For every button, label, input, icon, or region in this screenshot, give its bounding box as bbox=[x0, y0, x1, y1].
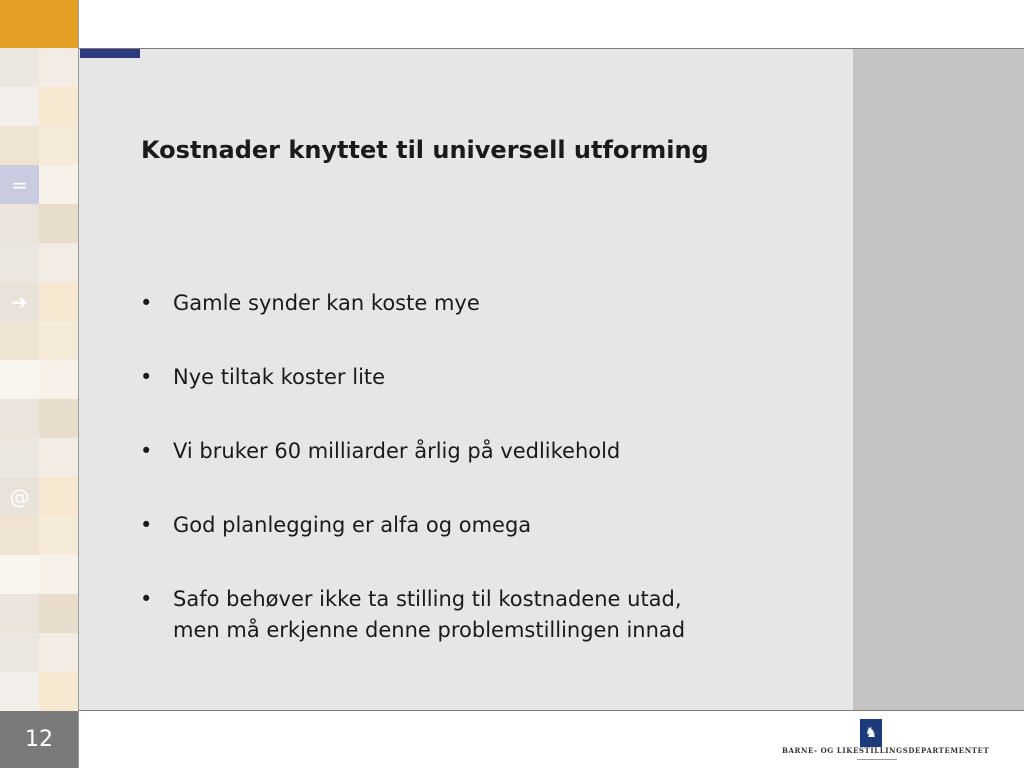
mosaic-tile bbox=[0, 555, 39, 594]
bullet-text-line: men må erkjenne denne problemstillingen innad bbox=[173, 618, 686, 642]
mosaic-tile bbox=[39, 204, 78, 243]
bullet-text: Nye tiltak koster lite bbox=[173, 365, 386, 389]
mosaic-tile bbox=[39, 165, 78, 204]
photo-mosaic-strip bbox=[0, 48, 78, 711]
bullet-item bbox=[140, 436, 840, 467]
mosaic-tile bbox=[39, 243, 78, 282]
mosaic-tile bbox=[0, 633, 39, 672]
logo-rule bbox=[857, 759, 897, 760]
at-sign-icon: @ bbox=[0, 477, 39, 516]
orange-corner-block bbox=[0, 0, 79, 48]
bullet-item bbox=[140, 584, 840, 646]
bullet-item bbox=[140, 362, 840, 393]
bullet-dot: • bbox=[140, 439, 153, 463]
bullet-list bbox=[140, 288, 840, 689]
bullet-text: God planlegging er alfa og omega bbox=[173, 513, 532, 537]
mosaic-tile bbox=[0, 48, 39, 87]
arrow-right-icon: ➔ bbox=[0, 282, 39, 321]
mosaic-tile bbox=[0, 672, 39, 711]
mosaic-tile bbox=[0, 87, 39, 126]
mosaic-tile bbox=[0, 243, 39, 282]
bullet-dot: • bbox=[140, 513, 153, 537]
lion-glyph-icon: ♞ bbox=[864, 725, 878, 741]
bullet-text: Gamle synder kan koste mye bbox=[173, 291, 480, 315]
bullet-item bbox=[140, 510, 840, 541]
bullet-dot: • bbox=[140, 291, 153, 315]
mosaic-tile bbox=[0, 204, 39, 243]
mosaic-tile bbox=[39, 321, 78, 360]
mosaic-tile bbox=[0, 360, 39, 399]
mosaic-tile bbox=[0, 126, 39, 165]
mosaic-tile bbox=[0, 438, 39, 477]
mosaic-tile bbox=[39, 555, 78, 594]
mosaic-tile bbox=[39, 633, 78, 672]
bullet-text-line: Safo behøver ikke ta stilling til kostnadene utad, bbox=[173, 587, 682, 611]
mosaic-tile bbox=[0, 399, 39, 438]
mosaic-tile bbox=[39, 360, 78, 399]
mosaic-tile bbox=[0, 594, 39, 633]
top-rule bbox=[79, 48, 1024, 49]
slide-title: Kostnader knyttet til universell utforming bbox=[141, 136, 709, 164]
mosaic-tile bbox=[0, 321, 39, 360]
bullet-item bbox=[140, 288, 840, 319]
mosaic-tile bbox=[39, 126, 78, 165]
mosaic-tile bbox=[39, 438, 78, 477]
mosaic-tile bbox=[39, 672, 78, 711]
mosaic-tile bbox=[39, 477, 78, 516]
mosaic-tile bbox=[39, 516, 78, 555]
right-side-panel bbox=[853, 49, 1024, 711]
bullet-dot: • bbox=[140, 365, 153, 389]
mosaic-tile bbox=[39, 399, 78, 438]
mosaic-tile bbox=[39, 48, 78, 87]
slide-number: 12 bbox=[0, 711, 78, 768]
equals-icon: = bbox=[0, 165, 39, 204]
bullet-text: Vi bruker 60 milliarder årlig på vedlikehold bbox=[173, 439, 621, 463]
mosaic-tile bbox=[0, 516, 39, 555]
mosaic-tile bbox=[39, 594, 78, 633]
ministry-logo-text: BARNE- OG LIKESTILLINGSDEPARTEMENTET bbox=[782, 746, 990, 755]
lion-emblem-icon bbox=[860, 719, 882, 747]
bottom-rule bbox=[79, 710, 1024, 711]
blue-accent-bar bbox=[80, 49, 140, 58]
mosaic-tile bbox=[39, 87, 78, 126]
bullet-dot: • bbox=[140, 587, 153, 611]
mosaic-tile bbox=[39, 282, 78, 321]
